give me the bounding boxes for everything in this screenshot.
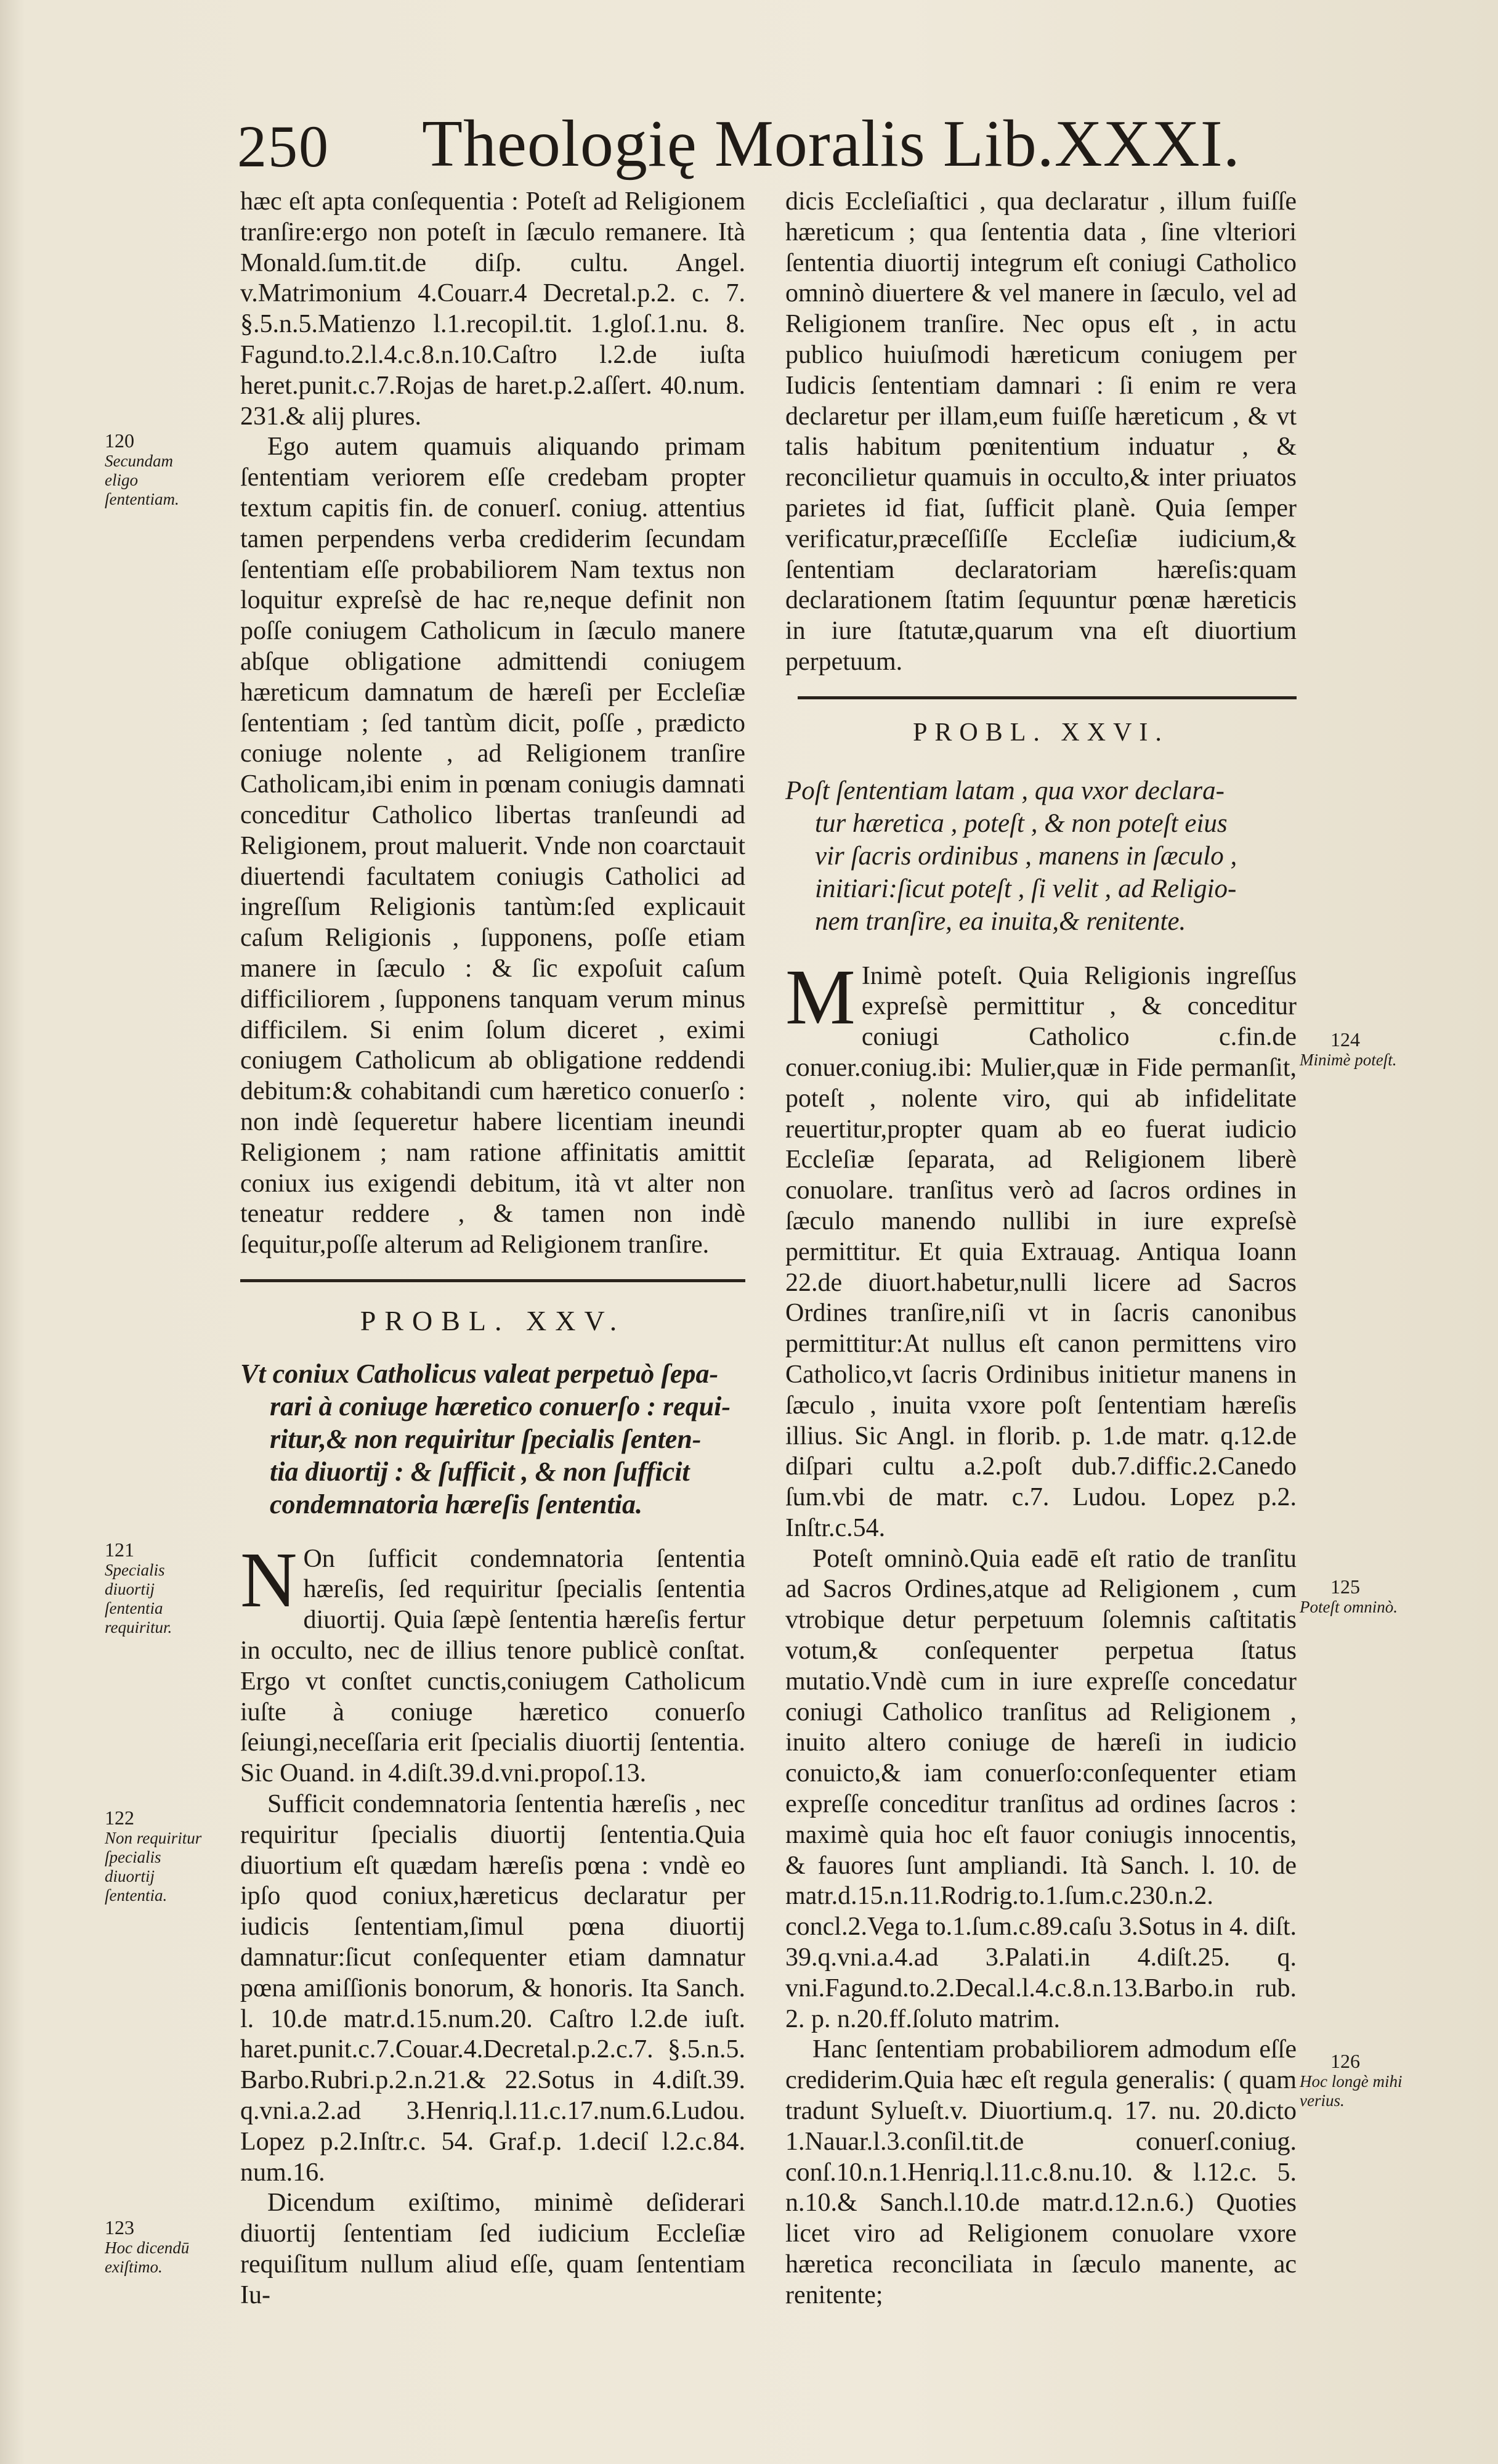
summary-line: nem tranſire, ea inuita,& renitente. [815,906,1186,936]
paragraph-123: Dicendum exiſtimo, minimè deſiderari diuortij ſententiam ſed iudicium Eccleſiæ requiſitum nullum aliud eſſe, quam ſententiam Iu- [240,2189,745,2309]
summary-line: condemnatoria hæreſis ſententia. [270,1489,643,1519]
drop-capital: M [785,953,856,1041]
paragraph-122: Sufficit condemnatoria ſententia hæreſis , nec requiritur ſpecialis diuortij ſententia.Quia diuortium eſt quædam hæreſis pœna : vndè eo ipſo quod coniux,hæreticus declaratur per iudicis ſententiam,ſimul pœna diuortij damnatur:ſicut conſequenter etiam damnatur pœna amiſſionis bonorum, & honoris. Ita Sanch. l. 10.de matr.d.15.num.20. Caſtro l.2.de iuſt. haret.punit.c.7.Couar.4.Decretal.p.2.c.7. §.5.n.5. Barbo.Rubri.p.2.n.21.& 22.Sotus in 4.diſt.39. q.vni.a.2.ad 3.Henriq.l.11.c.17.num.6.Ludou. Lopez p.2.Inſtr.c. 54. Graf.p. 1.deciſ l.2.c.84. num.16. [240,1790,745,2187]
margin-note-120: 120 Secundam eligo ſententiam. [105,429,179,508]
summary-line: tur hæretica , poteſt , & non poteſt eius [815,808,1228,838]
right-column [785,187,1297,2311]
summary-line: Vt coniux Catholicus valeat perpetuò ſepa- [240,1358,719,1389]
summary-line: initiari:ſicut poteſt , ſi velit , ad Religio- [815,874,1237,903]
paragraph-121: N On ſufficit condemnatoria ſententia hæreſis, ſed requiritur ſpecialis ſententia diuortij. Quia ſæpè ſententia hæreſis fertur in occulto, nec de illius tenore publicè conſtat. Ergo vt conſtet cunctis,coniugem Catholicum iuſte à coniuge hæretico conuerſo ſeiungi,neceſſaria erit ſpecialis diuortij ſententia. Sic Ouand. in 4.diſt.39.d.vni.propoſ.13. [240,1535,745,1788]
problem-summary [240,1357,745,1521]
running-title: Theologię Moralis Lib.XXXI. [422,107,1241,181]
margin-note-124: 124 Minimè poteſt. [1300,1028,1397,1069]
paragraph-continued: dicis Eccleſiaſtici , qua declaratur , illum fuiſſe hæreticum ; qua ſententia data , ſine vlteriori ſententia diuortij integrum eſt coniugi Catholico omninò diuertere & vel manere in ſæculo, vel ad Religionem tranſire. Nec opus eſt , in actu publico huiuſmodi hæreticum coniugem per Iudicis ſententiam damnari : ſi enim re vera declaretur per illam,eum fuiſſe hæreticum , & vt talis habitum pœnitentium induatur , & reconcilietur quamuis in occulto,& inter priuatos parietes id fiat, ſufficit planè. Quia ſemper verificatur,præceſſiſſe Eccleſiæ iudicium,& ſententiam declaratoriam hæreſis:quam declarationem ſtatim ſequuntur pœnæ hæreticis in iure ſtatutæ,quarum vna eſt diuortium perpetuum. [785,187,1297,676]
section-rule [798,696,1297,699]
left-column [240,187,745,2311]
paragraph-120: Ego autem quamuis aliquando primam ſententiam veriorem eſſe credebam propter textum capitis fin. de conuerſ. coniug. attentius tamen perpendens verba crediderim ſecundam ſententiam eſſe probabiliorem Nam textus non loquitur expreſsè de hac re,neque definit non poſſe coniugem Catholicum in ſæculo manere abſque obligatione admittendi coniugem hæreticum damnatum de hæreſi per Eccleſiæ ſententiam ; ſed tantùm dicit, poſſe , prædicto coniuge nolente , ad Religionem tranſire Catholicam,ibi enim in pœnam coniugis damnati conceditur Catholico libertas tranſeundi ad Religionem, prout maluerit. Vnde non coarctauit diuertendi facultatem coniugis Catholici ad ingreſſum Religionis tantùm:ſed explicauit caſum Religionis , ſupponens, poſſe etiam manere in ſæculo : & ſic expoſuit caſum difficiliorem , ſupponens tanquam verum minus difficilem. Si enim ſolum diceret , eximi coniugem Catholicum ab obligatione reddendi debitum:& cohabitandi cum hæretico conuerſo : non indè ſequeretur habere licentiam ineundi Religionem ; nam ratione affinitatis amittit coniux ius exigendi debitum, ità vt alter non teneatur reddere , & tamen non indè ſequitur,poſſe alterum ad Religionem tranſire. [240,433,745,1259]
margin-note-126: 126 Hoc longè mihi verius. [1300,2050,1403,2110]
problem-summary [785,775,1297,938]
page-number: 250 [237,113,330,179]
paragraph-124: M Inimè poteſt. Quia Religionis ingreſſus expreſsè permittitur , & conceditur coniugi Catholico c.fin.de conuer.coniug.ibi: Mulier,quæ in Fide permanſit, poteſt , nolente viro, qui ab infidelitate reuertitur,propter quam ab eo fuerat iudicio Eccleſiæ ſeparata, ad Religionem liberè conuolare. tranſitus verò ad ſacros ordines in ſæculo manendo nullibi in iure expreſsè permittitur. Et quia Extrauag. Antiqua Ioann 22.de diuort.habetur,nulli licere ad Sacros Ordines tranſire,niſi vt in ſacris canonibus permittitur:At nullus eſt canon permittens viro Catholico,vt ſacris Ordinibus initietur manens in ſæculo , inuita vxore poſt ſententiam hæreſis illius. Sic Angl. in florib. p. 1.de matr. q.12.de diſpari cultu a.2.poſt dub.7.diffic.2.Canedo ſum.vbi de matr. c.7. Ludou. Lopez p.2. Inſtr.c.54. [785,953,1297,1542]
margin-note-123: 123 Hoc dicendū exiſtimo. [105,2216,190,2276]
page-header [237,108,1284,182]
summary-line: tia diuortij : & ſufficit , & non ſufficit [270,1456,690,1487]
drop-capital: N [240,1535,298,1624]
summary-line: vir ſacris ordinibus , manens in ſæculo , [815,841,1237,871]
margin-note-125: 125 Poteſt omninò. [1300,1576,1398,1616]
summary-line: Poſt ſententiam latam , qua vxor declara- [785,776,1225,805]
margin-note-121: 121 Specialis diuortij ſententia requiritur. [105,1539,172,1637]
summary-line: ritur,& non requiritur ſpecialis ſenten- [270,1423,702,1454]
problem-heading: PROBL. XXVI. [913,718,1169,747]
paragraph-126: Hanc ſententiam probabiliorem admodum eſſe crediderim.Quia hæc eſt regula generalis: ( quam tradunt Sylueſt.v. Diuortium.q. 17. nu. 20.dicto 1.Nauar.l.3.conſil.tit.de conuerſ.coniug. conſ.10.n.1.Henriq.l.11.c.8.nu.10. & l.12.c. 5. n.10.& Sanch.l.10.de matr.d.12.n.6.) Quoties licet viro ad Religionem conuolare vxore hæretica reconciliata in ſæculo manente, ac renitente; [785,2035,1297,2309]
section-rule [240,1279,745,1282]
paragraph-continued: hæc eſt apta conſequentia : Poteſt ad Religionem tranſire:ergo non poteſt in ſæculo remanere. Ità Monald.ſum.tit.de diſp. cultu. Angel. v.Matrimonium 4.Couarr.4 Decretal.p.2. c. 7. §.5.n.5.Matienzo l.1.recopil.tit. 1.gloſ.1.nu. 8. Fagund.to.2.l.4.c.8.n.10.Caſtro l.2.de iuſta heret.punit.c.7.Rojas de haret.p.2.aſſert. 40.num. 231.& alij plures. [240,187,745,431]
paragraph-125: Poteſt omninò.Quia eadē eſt ratio de tranſitu ad Sacros Ordines,atque ad Religionem , cum vtrobique detur perpetuum ſolemnis caſtitatis votum,& conſequenter perpetua ſtatus mutatio.Vndè cum in iure expreſſe concedatur coniugi Catholico tranſitus ad Religionem , inuito altero coniuge de hæreſi in iudicio conuicto,& iam conuerſo:conſequenter etiam expreſſe conceditur tranſitus ad ordines ſacros : maximè quia hoc eſt fauor coniugis innocentis, & fauores ſunt ampliandi. Ità Sanch. l. 10. de matr.d.15.n.11.Rodrig.to.1.ſum.c.230.n.2. concl.2.Vega to.1.ſum.c.89.caſu 3.Sotus in 4. diſt. 39.q.vni.a.4.ad 3.Palati.in 4.diſt.25. q. vni.Fagund.to.2.Decal.l.4.c.8.n.13.Barbo.in rub. 2. p. n.20.ff.ſoluto matrim. [785,1544,1297,2033]
summary-line: rari à coniuge hæretico conuerſo : requi- [270,1391,731,1421]
margin-note-122: 122 Non requiritur ſpecialis diuortij ſententia. [105,1807,202,1905]
problem-heading: PROBL. XXV. [360,1304,626,1336]
